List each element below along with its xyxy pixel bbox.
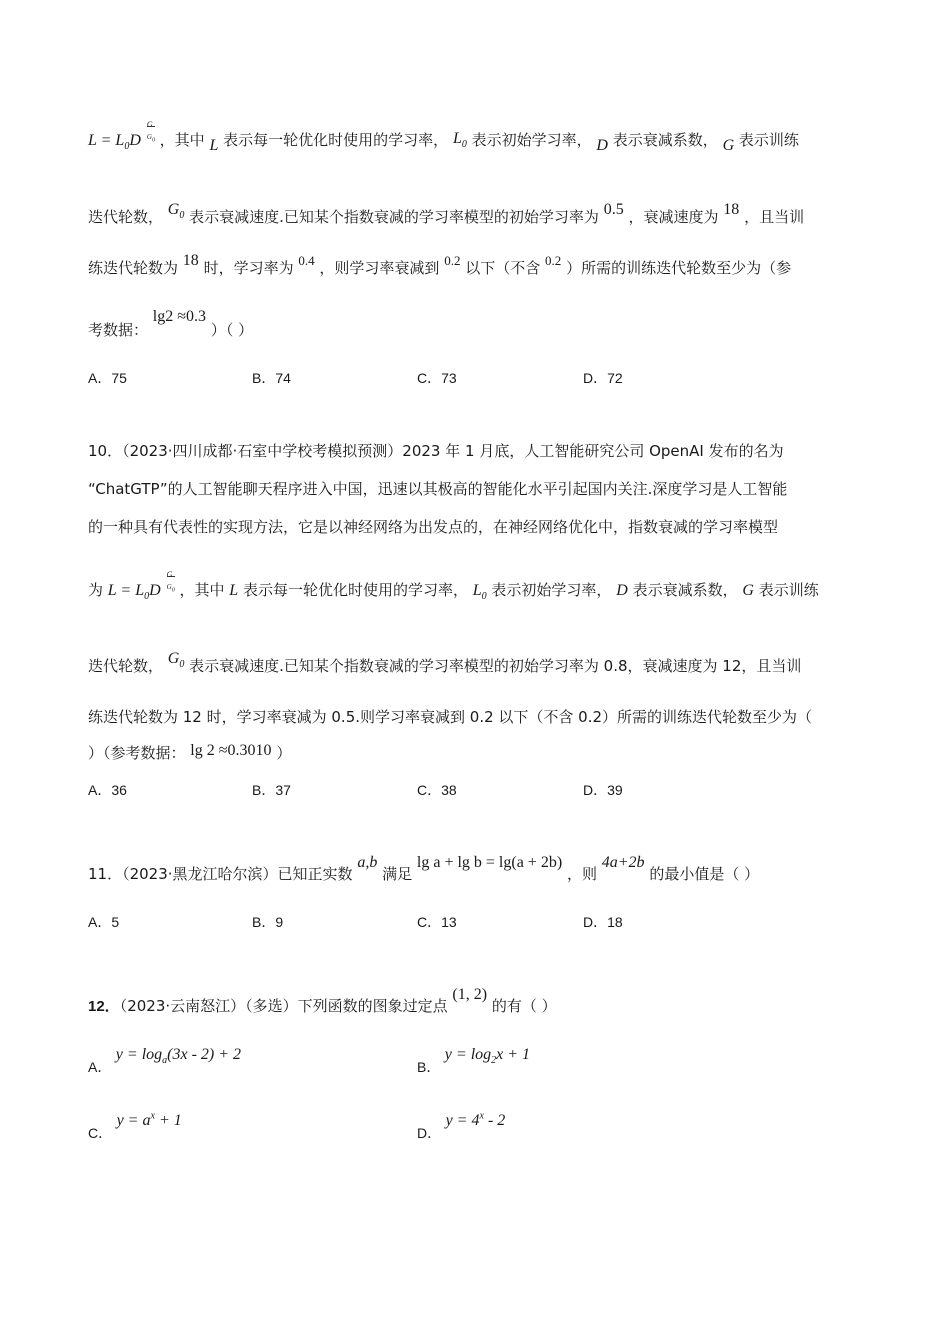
q10-option-c[interactable]: C．38 <box>417 782 457 798</box>
q10-line-5: 迭代轮数， $G_0$ 表示衰减速度.已知某个指数衰减的学习率模型的初始学习率为 0.8，衰减速度为 12，且当训 <box>88 650 802 675</box>
q9-line-1: $L = L_0D$ G $G_0$ ，其中 L 表示每一轮优化时使用的学习率， $L_0$ 表示初始学习率， D 表示衰减系数， G 表示训练 <box>88 120 799 154</box>
q9-line-4: 考数据： lg2 ≈0.3 ）（ ） <box>88 308 254 339</box>
q11-option-c[interactable]: C．13 <box>417 914 457 930</box>
q9-option-b[interactable]: B．74 <box>252 370 291 386</box>
q10-line-3: 的一种具有代表性的实现方法，它是以神经网络为出发点的，在神经网络优化中，指数衰减的学习率模型 <box>88 518 779 536</box>
q11-option-d[interactable]: D．18 <box>583 914 623 930</box>
q10-line-6: 练迭代轮数为 12 时，学习率衰减为 0.5.则学习率衰减到 0.2 以下（不含 0.2）所需的训练迭代轮数至少为（ <box>88 708 813 726</box>
q9-option-d[interactable]: D．72 <box>583 370 623 386</box>
q12-option-d[interactable]: D． $y = 4^x - 2$ <box>417 1111 506 1142</box>
q11-line: 11．（2023·黑龙江哈尔滨）已知正实数 a,b 满足 lg a + lg b = lg(a + 2b) ，则 4a+2b 的最小值是（ ） <box>88 854 760 883</box>
q12-line: 12．（2023·云南怒江）（多选）下列函数的图象过定点 (1, 2) 的有（ ） <box>88 986 557 1015</box>
q10-formula: $L = L_0D$ G $G_0$ <box>107 570 175 603</box>
q10-line-1: 10．（2023·四川成都·石室中学校考模拟预测）2023 年 1 月底，人工智能研究公司 OpenAI 发布的名为 <box>88 442 784 460</box>
q10-line-7: ）（参考数据： lg 2 ≈0.3010 ） <box>88 742 292 762</box>
q9-option-a[interactable]: A．75 <box>88 370 127 386</box>
q10-option-b[interactable]: B．37 <box>252 782 291 798</box>
q9-line-2: 迭代轮数， $G_0$ 表示衰减速度.已知某个指数衰减的学习率模型的初始学习率为 0.5 ，衰减速度为 18 ，且当训 <box>88 201 805 226</box>
q11-option-a[interactable]: A．5 <box>88 914 120 930</box>
formula-learning-rate: $L = L_0D$ G $G_0$ <box>88 120 155 153</box>
q12-option-a[interactable]: A． $y = \log_a(3x - 2) + 2$ <box>88 1046 242 1075</box>
q9-option-c[interactable]: C．73 <box>417 370 457 386</box>
q10-option-d[interactable]: D．39 <box>583 782 623 798</box>
q12-option-b[interactable]: B． $y = \log_2x + 1$ <box>417 1046 531 1075</box>
q10-line-4: 为 $L = L_0D$ G $G_0$ ，其中 L 表示每一轮优化时使用的学习率， $L_0$ 表示初始学习率， D 表示衰减系数， G 表示训练 <box>88 570 819 603</box>
q11-equation: lg a + lg b = lg(a + 2b) <box>416 854 563 871</box>
q10-line-2: “ChatGTP”的人工智能聊天程序进入中国，迅速以其极高的智能化水平引起国内关注.深度学习是人工智能 <box>88 480 788 498</box>
q11-option-b[interactable]: B．9 <box>252 914 284 930</box>
q12-option-c[interactable]: C． $y = a^x + 1$ <box>88 1111 182 1142</box>
q10-option-a[interactable]: A．36 <box>88 782 127 798</box>
q9-line-3: 练迭代轮数为 18 时，学习率为 0.4 ，则学习率衰减到 0.2 以下（不含 0.2 ）所需的训练迭代轮数至少为（参 <box>88 252 792 277</box>
